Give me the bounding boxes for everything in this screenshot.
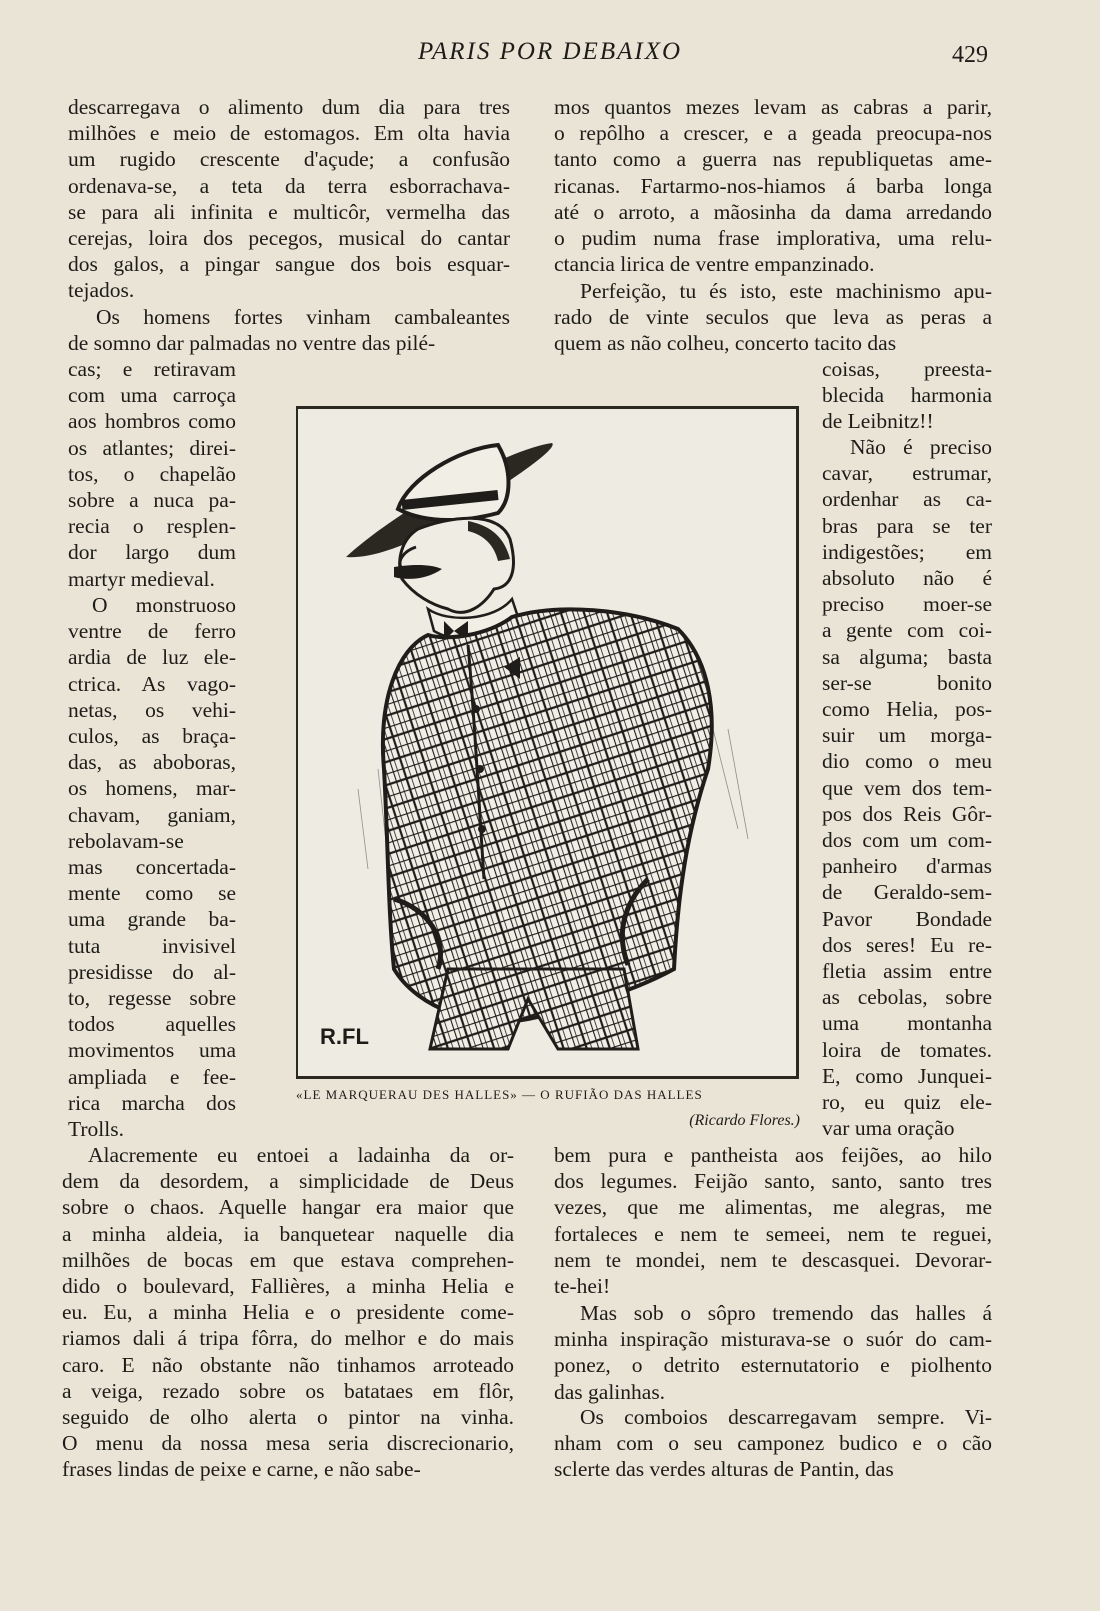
text-line: absoluto não é	[822, 566, 992, 591]
right-paragraph-3	[822, 434, 992, 1141]
text-line: dos galos, a pingar sangue dos bois esquar-	[68, 252, 510, 277]
text-line: todos aquelles	[68, 1012, 236, 1037]
text-line: dos com um com-	[822, 828, 992, 853]
text-line: ponez, o detrito esternutatorio e piolhento	[554, 1353, 992, 1378]
text-line: tejados.	[68, 278, 135, 303]
text-line: culos, as braça-	[68, 724, 236, 749]
right-paragraph-1	[554, 94, 992, 277]
text-line: fortaleces e nem te semeei, nem te reguei,	[554, 1221, 992, 1246]
text-line: cas; e retiravam	[68, 357, 236, 381]
text-line: netas, os vehi-	[68, 697, 236, 722]
right-paragraph-3-cont	[554, 1142, 992, 1299]
text-line: ctancia lirica de ventre empanzinado.	[554, 252, 875, 277]
text-line: cerejas, loira dos pecegos, musical do cantar	[68, 226, 510, 251]
text-line: movimentos uma	[68, 1038, 236, 1063]
left-paragraph-2-wrap	[68, 356, 236, 592]
text-line: a minha aldeia, ia banquetear naquelle dia	[62, 1221, 514, 1246]
running-title: PARIS POR DEBAIXO	[417, 38, 683, 65]
text-line: ampliada e fee-	[68, 1064, 236, 1089]
text-line: blecida harmonia	[822, 383, 992, 408]
text-line: milhões de bocas em que estava comprehen-	[62, 1247, 514, 1272]
text-line: de Leibnitz!!	[822, 409, 934, 434]
text-line: Mas sob o sôpro tremendo das halles á	[580, 1301, 992, 1325]
text-line: mos quantos mezes levam as cabras a parir,	[554, 95, 992, 119]
right-paragraph-2	[554, 278, 992, 357]
text-line: dor largo dum	[68, 540, 236, 565]
text-line: de Geraldo-sem-	[822, 880, 992, 905]
illustration-frame	[296, 406, 799, 1079]
text-line: riamos dali á tripa fôrra, do melhor e do mais	[62, 1326, 514, 1351]
text-line: sobre o chaos. Aquelle hangar era maior que	[62, 1195, 514, 1220]
text-line: tuta invisivel	[68, 933, 236, 958]
text-line: cavar, estrumar,	[822, 461, 992, 486]
text-line: das, as aboboras,	[68, 750, 236, 775]
text-line: rado de vinte seculos que leva as peras a	[554, 305, 992, 330]
text-line: dos seres! Eu re-	[822, 932, 992, 957]
text-line: indigestões; em	[822, 539, 992, 564]
text-line: ordenhar as ca-	[822, 487, 992, 512]
caricature-drawing	[298, 409, 796, 1076]
text-line: ordenava-se, a teta da terra esborrachava-	[68, 173, 510, 198]
text-line: um rugido crescente d'açude; a confusão	[68, 147, 510, 172]
right-paragraph-4	[554, 1300, 992, 1405]
text-line: que vem dos tem-	[822, 775, 992, 800]
text-line: nham com o seu camponez budico e o cão	[554, 1431, 992, 1456]
artist-signature: R.FL	[320, 1024, 369, 1049]
text-line: Os homens fortes vinham cambaleantes	[96, 305, 510, 329]
text-line: das galinhas.	[554, 1379, 666, 1404]
text-line: Perfeição, tu és isto, este machinismo apu-	[580, 279, 992, 303]
text-line: O monstruoso	[92, 593, 236, 617]
text-line: se para ali infinita e multicôr, vermelha das	[68, 199, 510, 224]
text-line: coisas, preesta-	[822, 357, 992, 381]
text-line: como Helia, pos-	[822, 697, 992, 722]
text-line: vezes, que me alimentas, me alegras, me	[554, 1195, 992, 1220]
text-line: E, como Junquei-	[822, 1063, 992, 1088]
text-line: uma grande ba-	[68, 907, 236, 932]
text-line: sclerte das verdes alturas de Pantin, das	[554, 1457, 894, 1482]
text-line: ventre de ferro	[68, 619, 236, 644]
text-line: mente como se	[68, 881, 236, 906]
text-line: tanto como a guerra nas republiquetas ame-	[554, 147, 992, 172]
text-line: dos legumes. Feijão santo, santo, santo tres	[554, 1169, 992, 1194]
text-line: dio como o meu	[822, 749, 992, 774]
text-line: tos, o chapelão	[68, 461, 236, 486]
text-line: martyr medieval.	[68, 566, 215, 591]
text-line: Pavor Bondade	[822, 906, 992, 931]
text-line: frases lindas de peixe e carne, e não sabe-	[62, 1457, 421, 1482]
page-number: 429	[952, 42, 988, 68]
text-line: ctrica. As vago-	[68, 671, 236, 696]
text-line: o pudim numa frase implorativa, uma relu-	[554, 226, 992, 251]
text-line: quem as não colheu, concerto tacito das	[554, 331, 897, 356]
text-line: caro. E não obstante não tinhamos arroteado	[62, 1352, 514, 1377]
right-paragraph-2-wrap	[822, 356, 992, 435]
text-line: suir um morga-	[822, 723, 992, 748]
text-line: o repôlho a crescer, e a geada preocupa-nos	[554, 121, 992, 146]
text-line: aos hombros como	[68, 409, 236, 434]
text-line: var uma oração	[822, 1116, 955, 1141]
text-line: mas concertada-	[68, 855, 236, 880]
text-line: to, regesse sobre	[68, 986, 236, 1011]
text-line: milhões e meio de estomagos. Em olta havia	[68, 121, 510, 146]
text-line: com uma carroça	[68, 383, 236, 408]
text-line: preciso moer-se	[822, 592, 992, 617]
text-line: panheiro d'armas	[822, 854, 992, 879]
text-line: Não é preciso	[850, 435, 992, 459]
text-line: a gente com coi-	[822, 618, 992, 643]
text-line: seguido de olho alerta o pintor na vinha.	[62, 1405, 514, 1430]
text-line: presidisse do al-	[68, 959, 236, 984]
text-line: pos dos Reis Gôr-	[822, 801, 992, 826]
text-line: rica marcha dos	[68, 1090, 236, 1115]
text-line: ro, eu quiz ele-	[822, 1090, 992, 1115]
text-line: Trolls.	[68, 1117, 124, 1142]
text-line: minha inspiração misturava-se o suór do cam-	[554, 1327, 992, 1352]
illustration-credit: (Ricardo Flores.)	[689, 1112, 800, 1129]
text-line: nem te mondei, nem te descasquei. Devorar-	[554, 1247, 992, 1272]
text-line: as cebolas, sobre	[822, 985, 992, 1010]
illustration-caption: «LE MARQUERAU DES HALLES» — O RUFIÃO DAS HALLES	[296, 1087, 703, 1102]
left-paragraph-2	[68, 304, 510, 356]
text-line: de somno dar palmadas no ventre das pilé-	[68, 331, 436, 356]
text-line: ser-se bonito	[822, 670, 992, 695]
text-line: ricanas. Fartarmo-nos-hiamos á barba longa	[554, 173, 992, 198]
text-line: loira de tomates.	[822, 1037, 992, 1062]
text-line: bem pura e pantheista aos feijões, ao hilo	[554, 1143, 992, 1167]
text-line: O menu da nossa mesa seria discrecionario,	[62, 1431, 514, 1456]
text-line: até o arroto, a mãosinha da dama arredando	[554, 199, 992, 224]
text-line: dido o boulevard, Fallières, a minha Helia e	[62, 1274, 514, 1299]
text-line: uma montanha	[822, 1011, 992, 1036]
text-line: eu. Eu, a minha Helia e o presidente come-	[62, 1300, 514, 1325]
right-paragraph-5	[554, 1404, 992, 1483]
text-line: Os comboios descarregavam sempre. Vi-	[580, 1405, 992, 1429]
text-line: a veiga, rezado sobre os batataes em flôr,	[62, 1378, 514, 1403]
text-line: sobre a nuca pa-	[68, 488, 236, 513]
text-line: dem da desordem, a simplicidade de Deus	[62, 1169, 514, 1194]
text-line: chavam, ganiam,	[68, 802, 236, 827]
text-line: Alacremente eu entoei a ladainha da or-	[88, 1143, 514, 1167]
text-line: descarregava o alimento dum dia para tres	[68, 95, 510, 119]
text-line: bras para se ter	[822, 513, 992, 538]
left-paragraph-4	[62, 1142, 514, 1483]
text-line: ardia de luz ele-	[68, 645, 236, 670]
text-line: os homens, mar-	[68, 776, 236, 801]
text-line: te-hei!	[554, 1274, 611, 1299]
text-line: os atlantes; direi-	[68, 435, 236, 460]
text-line: sa alguma; basta	[822, 644, 992, 669]
text-line: recia o resplen-	[68, 514, 236, 539]
left-paragraph-1	[68, 94, 510, 304]
left-paragraph-3	[68, 592, 236, 1142]
text-line: rebolavam-se	[68, 828, 184, 853]
text-line: fletia assim entre	[822, 959, 992, 984]
